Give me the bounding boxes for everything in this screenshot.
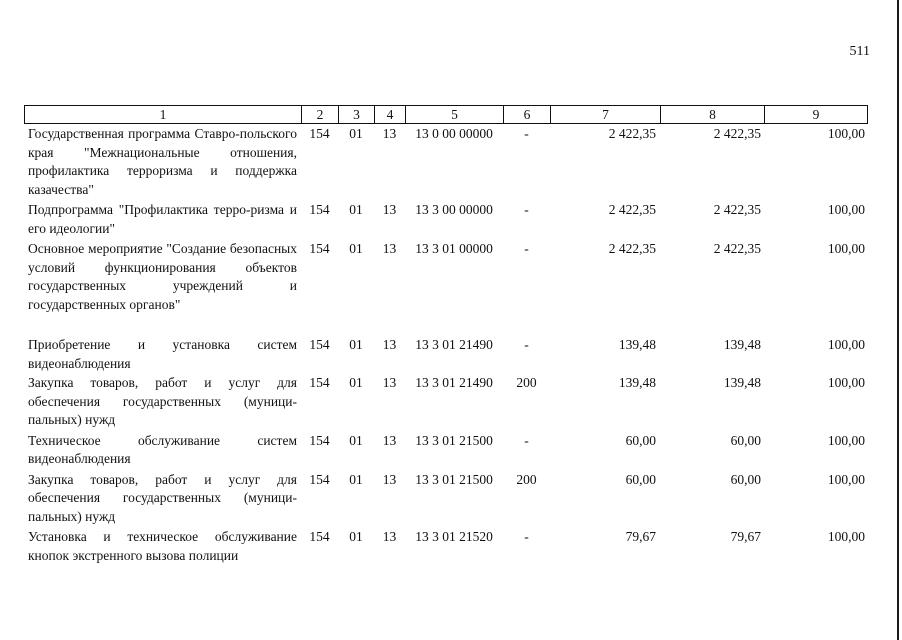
cell-target-article: 13 3 01 21520: [415, 529, 493, 544]
cell-value-9: 100,00: [827, 529, 865, 544]
column-header: 9: [765, 106, 868, 124]
cell-section: 01: [349, 375, 363, 390]
cell-value-8: 60,00: [730, 432, 761, 448]
cell-code: 154: [309, 126, 330, 141]
cell-expense-type: -: [524, 337, 529, 352]
cell-section: 01: [349, 337, 363, 352]
page-edge-line: [897, 0, 899, 640]
cell-value-9: 100,00: [827, 471, 865, 487]
cell-value-8: 60,00: [730, 471, 761, 487]
row-name: Подпрограмма "Профилактика терро-ризма и его идеологии": [28, 202, 297, 236]
cell-code: 154: [309, 432, 330, 448]
table-header: [24, 105, 868, 124]
cell-value-8: 79,67: [730, 529, 761, 544]
table-row: [24, 471, 867, 529]
cell-subsection: 13: [382, 202, 397, 217]
cell-expense-type: 200: [516, 375, 537, 390]
cell-section: 01: [349, 432, 363, 448]
cell-value-7: 139,48: [618, 375, 656, 390]
cell-subsection: 13: [382, 375, 397, 390]
column-header: 1: [25, 106, 302, 124]
cell-value-9: 100,00: [827, 375, 865, 390]
cell-code: 154: [309, 337, 330, 352]
cell-code: 154: [309, 471, 330, 487]
row-name: Закупка товаров, работ и услуг для обеспечения государственных (муници-пальных) нужд: [28, 471, 297, 524]
table-row: [24, 125, 867, 201]
cell-value-8: 139,48: [723, 375, 761, 390]
cell-value-7: 60,00: [625, 471, 656, 487]
cell-expense-type: 200: [516, 471, 537, 487]
cell-expense-type: -: [524, 126, 529, 141]
table-row: [24, 336, 867, 374]
table-row: [24, 374, 867, 432]
page-number: 511: [849, 44, 870, 59]
cell-target-article: 13 3 01 21490: [415, 375, 493, 390]
cell-value-9: 100,00: [827, 126, 865, 141]
cell-target-article: 13 3 01 00000: [415, 241, 493, 256]
budget-table: [24, 125, 867, 565]
cell-value-9: 100,00: [827, 241, 865, 256]
cell-value-9: 100,00: [827, 202, 865, 217]
cell-value-8: 2 422,35: [713, 202, 761, 217]
cell-subsection: 13: [382, 337, 397, 352]
cell-expense-type: -: [524, 432, 529, 448]
cell-section: 01: [349, 126, 363, 141]
cell-subsection: 13: [382, 471, 397, 487]
cell-value-9: 100,00: [827, 432, 865, 448]
column-header: 6: [504, 106, 551, 124]
cell-subsection: 13: [382, 126, 397, 141]
cell-target-article: 13 3 01 21500: [415, 471, 493, 487]
table-row: [24, 201, 867, 240]
row-name: Техническое обслуживание систем видеонаблюдения: [28, 432, 297, 466]
cell-subsection: 13: [382, 241, 397, 256]
cell-target-article: 13 3 01 21500: [415, 432, 493, 448]
row-name: Государственная программа Ставро-польского края "Межнациональные отношения, профилактика терроризма и поддержка казачества": [28, 126, 297, 197]
column-header: 2: [302, 106, 339, 124]
cell-target-article: 13 0 00 00000: [415, 126, 493, 141]
cell-target-article: 13 3 01 21490: [415, 337, 493, 352]
cell-code: 154: [309, 202, 330, 217]
cell-code: 154: [309, 375, 330, 390]
table-row: [24, 528, 867, 565]
table-row: [24, 432, 867, 471]
column-header: 5: [406, 106, 504, 124]
row-name: Основное мероприятие "Создание безопасных условий функционирования объектов государственных учреждений и государственных органов": [28, 241, 297, 312]
cell-value-7: 2 422,35: [608, 202, 656, 217]
cell-value-7: 2 422,35: [608, 126, 656, 141]
cell-subsection: 13: [382, 529, 397, 544]
cell-value-8: 2 422,35: [713, 241, 761, 256]
cell-section: 01: [349, 529, 363, 544]
cell-subsection: 13: [382, 432, 397, 448]
cell-section: 01: [349, 241, 363, 256]
row-name: Приобретение и установка систем видеонаблюдения: [28, 337, 297, 371]
cell-value-7: 139,48: [618, 337, 656, 352]
cell-code: 154: [309, 529, 330, 544]
cell-target-article: 13 3 00 00000: [415, 202, 493, 217]
cell-value-9: 100,00: [827, 337, 865, 352]
row-name: Установка и техническое обслуживание кнопок экстренного вызова полиции: [28, 529, 297, 563]
cell-value-8: 139,48: [723, 337, 761, 352]
cell-code: 154: [309, 241, 330, 256]
cell-value-7: 2 422,35: [608, 241, 656, 256]
cell-section: 01: [349, 202, 363, 217]
cell-value-7: 60,00: [625, 432, 656, 448]
cell-expense-type: -: [524, 529, 529, 544]
cell-expense-type: -: [524, 241, 529, 256]
header-row: [25, 106, 868, 124]
cell-section: 01: [349, 471, 363, 487]
row-name: Закупка товаров, работ и услуг для обеспечения государственных (муници-пальных) нужд: [28, 375, 297, 427]
cell-value-7: 79,67: [625, 529, 656, 544]
cell-value-8: 2 422,35: [713, 126, 761, 141]
column-header: 8: [661, 106, 765, 124]
cell-expense-type: -: [524, 202, 529, 217]
column-header: 4: [375, 106, 406, 124]
column-header: 3: [339, 106, 375, 124]
column-header: 7: [551, 106, 661, 124]
table-row: [24, 240, 867, 336]
